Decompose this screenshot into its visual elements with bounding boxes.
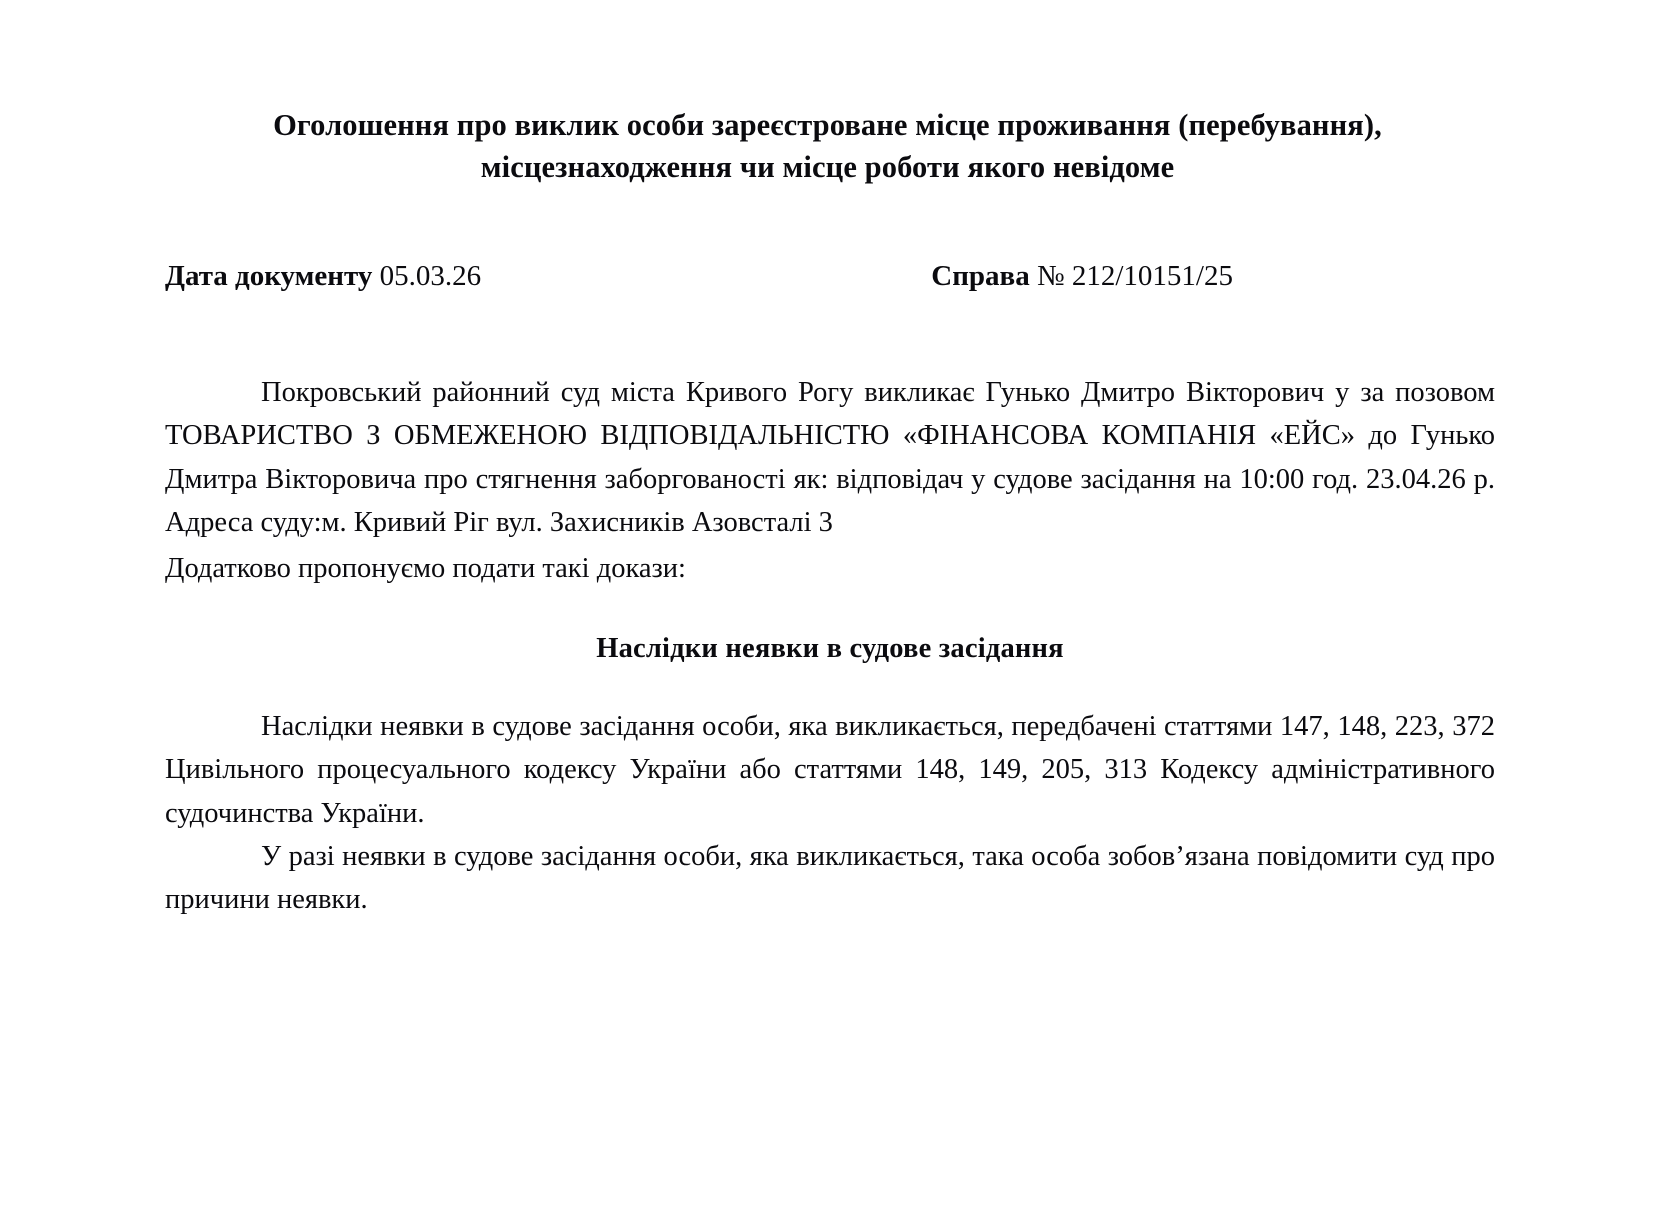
- case-number-label: Справа: [931, 260, 1030, 293]
- page-title-line-2: місцезнаходження чи місце роботи якого невідоме: [480, 150, 1175, 185]
- document-date: [165, 260, 481, 293]
- page-title: [0, 0, 1655, 188]
- case-number: [931, 260, 1233, 293]
- consequences-subheading: Наслідки неявки в судове засідання: [596, 633, 1064, 665]
- call-paragraph: Покровський районний суд міста Кривого Рогу викликає Гунько Дмитро Вікторович у за позовом ТОВАРИСТВО З ОБМЕЖЕНОЮ ВІДПОВІДАЛЬНІСТЮ «ФІНАНСОВА КОМПАНІЯ «ЕЙС» до Гунько Дмитра Вікторовича про стягнення заборгованості як: відповідач у судове засідання на 10:00 год. 23.04.26 р. Адреса суду:м. Кривий Ріг вул. Захисників Азовсталі 3: [165, 377, 1495, 539]
- page-title-line-1: Оголошення про виклик особи зареєстроване місце проживання (перебування),: [273, 108, 1382, 142]
- document-date-value: 05.03.26: [379, 260, 482, 293]
- document-body: [0, 371, 1655, 922]
- consequences-paragraph-1: Наслідки неявки в судове засідання особи, яка викликається, передбачені статтями 147, 148, 223, 372 Цивільного процесуального кодексу України або статтями 148, 149, 205, 313 Кодексу адміністративного судочинства України.: [165, 711, 1495, 829]
- consequences-section: [165, 705, 1495, 922]
- document-meta-row: [0, 260, 1655, 293]
- document-date-label: Дата документу: [165, 260, 373, 293]
- extra-evidence-paragraph: Додатково пропонуємо подати такі докази:: [165, 553, 686, 585]
- case-number-value: № 212/10151/25: [1036, 260, 1233, 293]
- consequences-paragraph-2: У разі неявки в судове засідання особи, яка викликається, така особа зобов’язана повідомити суд про причини неявки.: [165, 841, 1495, 916]
